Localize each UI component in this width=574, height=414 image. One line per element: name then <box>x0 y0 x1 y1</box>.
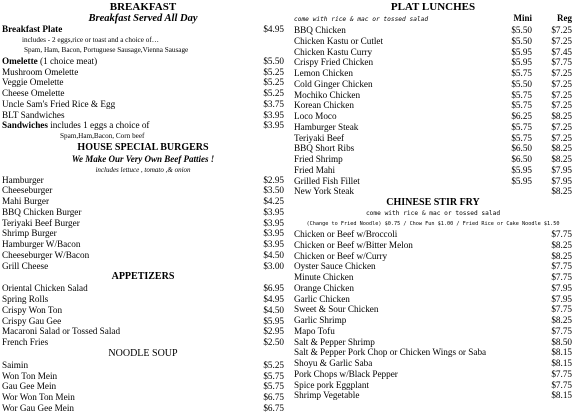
item-description: includes - 2 eggs,rice or toast and a choice of… <box>22 35 159 44</box>
item-reg: $7.25 <box>551 68 572 78</box>
item-reg: $7.25 <box>551 89 572 100</box>
menu-item <box>294 380 572 391</box>
item-name: Grill Cheese <box>2 260 49 271</box>
item-name: Loco Moco <box>294 111 337 121</box>
menu-item <box>294 154 572 165</box>
item-name: Breakfast Plate <box>2 24 63 34</box>
menu-item <box>2 77 284 88</box>
item-price: $2.50 <box>263 337 284 347</box>
menu-item <box>2 175 284 186</box>
item-price: $4.50 <box>263 249 284 260</box>
menu-item <box>2 360 284 371</box>
item-name: Veggie Omelette <box>2 77 64 88</box>
item-name: Oriental Chicken Salad <box>2 283 88 294</box>
item-name: Garlic Shrimp <box>294 315 347 325</box>
menu-item <box>294 294 572 305</box>
item-reg: $8.25 <box>551 186 572 197</box>
item-price: $6.95 <box>263 283 284 294</box>
item-name: Pork Chops w/Black Pepper <box>294 368 398 379</box>
menu-item <box>294 133 572 144</box>
menu-item <box>2 67 284 78</box>
menu-item <box>294 347 572 358</box>
menu-item <box>2 371 284 382</box>
breakfast-subtitle: Breakfast Served All Day <box>88 13 198 24</box>
item-price: $3.95 <box>263 217 284 228</box>
item-name: Spice pork Eggplant <box>294 379 370 390</box>
item-price: $7.75 <box>551 368 572 379</box>
item-price: $3.95 <box>263 239 284 249</box>
item-name: Orange Chicken <box>294 282 354 293</box>
stir-fry-list <box>294 229 572 401</box>
menu-item <box>294 229 572 240</box>
item-mini: $6.50 <box>511 143 532 154</box>
item-name: BBQ Short Ribs <box>294 143 355 154</box>
menu-item <box>294 272 572 283</box>
item-name: Fried Shrimp <box>294 154 343 164</box>
appetizers-list <box>2 283 284 348</box>
item-name: Sandwiches includes 1 eggs a choice of <box>2 120 150 131</box>
item-price: $7.75 <box>551 272 572 282</box>
item-name: Gau Gee Mein <box>2 381 57 392</box>
menu-item <box>294 122 572 133</box>
item-price: $5.25 <box>263 88 284 98</box>
item-name: Chicken or Beef w/Bitter Melon <box>294 239 413 250</box>
item-mini: $5.75 <box>511 132 532 143</box>
menu-item <box>2 381 284 392</box>
menu-item <box>2 239 284 250</box>
item-name: Uncle Sam's Fried Rice & Egg <box>2 98 116 109</box>
burgers-tagline: We Make Our Very Own Beef Patties ! <box>71 153 215 164</box>
menu-item <box>2 218 284 229</box>
menu-item <box>294 165 572 176</box>
menu-item <box>2 56 284 67</box>
item-name: Saimin <box>2 359 29 370</box>
item-name: Shoyu & Garlic Saba <box>294 358 373 368</box>
item-name: Crispy Fried Chicken <box>294 57 374 68</box>
item-name: Hamburger <box>2 174 44 185</box>
item-name: Korean Chicken <box>294 100 354 111</box>
item-name: Chicken Kastu or Cutlet <box>294 35 384 46</box>
menu-item <box>2 392 284 403</box>
stir-fry-change-note: (Change to Fried Noodle) $0.75 / Chow Fun $1.00 / Fried Rice or Cake Noodle $1.50 <box>306 221 560 227</box>
item-price: $3.00 <box>263 260 284 271</box>
menu-item <box>294 326 572 337</box>
menu-item <box>2 403 284 414</box>
menu-item <box>2 24 284 35</box>
menu-item <box>294 57 572 68</box>
item-reg: $7.25 <box>551 132 572 143</box>
item-mini: $5.95 <box>511 175 532 186</box>
item-name: Oyster Sauce Chicken <box>294 261 376 272</box>
menu-item <box>294 47 572 58</box>
menu-item <box>294 143 572 154</box>
item-reg: $8.25 <box>551 111 572 121</box>
item-name: Sweet & Sour Chicken <box>294 304 379 315</box>
item-price: $5.75 <box>263 381 284 392</box>
item-name: Mochiko Chicken <box>294 89 361 100</box>
plate-lunches-note: come with rice & mac or tossed salad <box>294 16 429 23</box>
item-name: Hamburger Steak <box>294 121 359 132</box>
menu-item <box>2 88 284 99</box>
menu-item <box>2 120 284 131</box>
item-name: Teriyaki Beef <box>294 132 345 143</box>
item-reg: $7.95 <box>551 164 572 175</box>
item-mini: $6.25 <box>511 111 532 121</box>
menu-item <box>294 186 572 197</box>
item-name: Grilled Fish Fillet <box>294 175 360 186</box>
item-name: Mushroom Omelette <box>2 66 79 77</box>
menu-item <box>294 369 572 380</box>
stir-fry-title: CHINESE STIR FRY <box>386 197 480 208</box>
item-price: $6.75 <box>263 392 284 402</box>
item-reg: $8.25 <box>551 154 572 164</box>
burgers-list <box>2 175 284 272</box>
item-name: Cold Ginger Chicken <box>294 78 373 89</box>
item-mini: $5.50 <box>511 78 532 89</box>
item-name: Omelette (1 choice meat) <box>2 55 98 66</box>
item-name: Fried Mahi <box>294 164 336 175</box>
item-name: BLT Sandwiches <box>2 109 65 120</box>
menu-item <box>294 261 572 272</box>
item-price: $5.25 <box>263 66 284 77</box>
item-price: $7.95 <box>551 293 572 304</box>
menu-item <box>294 337 572 348</box>
menu-item <box>294 315 572 326</box>
noodle-soup-title: NOODLE SOUP <box>108 347 178 359</box>
item-reg: $7.25 <box>551 35 572 46</box>
item-name: Cheeseburger <box>2 185 53 196</box>
item-name: Teriyaki Beef Burger <box>2 217 80 228</box>
mini-column-header: Mini <box>513 13 532 23</box>
item-name: Salt & Pepper Pork Chop or Chicken Wings or Saba <box>294 347 487 358</box>
item-name: Shrimp Burger <box>2 228 57 239</box>
item-price: $5.25 <box>263 77 284 88</box>
item-mini: $5.75 <box>511 89 532 100</box>
item-name: Wor Gau Gee Mein <box>2 402 74 413</box>
item-price: $2.95 <box>263 174 284 185</box>
item-name: Crispy Gau Gee <box>2 315 62 326</box>
menu-item <box>294 25 572 36</box>
item-price: $8.15 <box>551 347 572 358</box>
item-mini: $5.75 <box>511 100 532 111</box>
item-name: French Fries <box>2 337 49 347</box>
item-price: $4.95 <box>263 294 284 304</box>
menu-item <box>2 283 284 294</box>
item-name: Chicken or Beef w/Broccoli <box>294 229 398 239</box>
item-price: $5.95 <box>263 315 284 326</box>
menu-item <box>294 358 572 369</box>
menu-item <box>2 207 284 218</box>
item-name: Crispy Won Ton <box>2 304 63 315</box>
item-price: $7.75 <box>551 261 572 272</box>
breakfast-list <box>2 56 284 131</box>
menu-item <box>2 110 284 121</box>
item-mini: $5.95 <box>511 164 532 175</box>
item-price: $7.75 <box>551 304 572 315</box>
item-mini: $5.50 <box>511 35 532 46</box>
item-price: $4.50 <box>263 304 284 315</box>
item-name: Won Ton Mein <box>2 370 58 381</box>
menu-item <box>294 390 572 401</box>
menu-item <box>294 304 572 315</box>
item-name: Cheese Omelette <box>2 88 65 98</box>
item-price: $4.95 <box>263 24 284 34</box>
noodle-soup-list <box>2 360 284 414</box>
menu-item <box>2 228 284 239</box>
item-name: Hamburger W/Bacon <box>2 239 81 249</box>
item-price: $3.95 <box>263 206 284 217</box>
menu-item <box>2 99 284 110</box>
item-name: Mahi Burger <box>2 196 50 206</box>
item-price: $6.75 <box>263 402 284 413</box>
item-reg: $7.45 <box>551 46 572 57</box>
burgers-note: includes lettuce , tomato ,& onion <box>95 165 191 174</box>
item-name: Wor Won Ton Mein <box>2 392 75 402</box>
item-reg: $7.25 <box>551 100 572 111</box>
menu-item <box>2 326 284 337</box>
item-name: Minute Chicken <box>294 272 354 282</box>
menu-item <box>294 111 572 122</box>
item-name: Mapo Tofu <box>294 325 335 336</box>
item-price: $2.95 <box>263 326 284 337</box>
item-price: $3.50 <box>263 185 284 196</box>
plate-lunches-header <box>294 13 572 25</box>
item-name: Chicken Kastu Curry <box>294 46 373 57</box>
item-price: $8.25 <box>551 315 572 325</box>
item-mini: $5.75 <box>511 68 532 78</box>
menu-item <box>2 196 284 207</box>
item-price: $7.75 <box>551 379 572 390</box>
item-reg: $7.75 <box>551 57 572 68</box>
right-column <box>294 2 572 401</box>
item-mini: $6.50 <box>511 154 532 164</box>
item-mini: $5.95 <box>511 46 532 57</box>
item-price: $8.50 <box>551 336 572 347</box>
item-name: Spring Rolls <box>2 294 49 304</box>
item-price: $8.15 <box>551 358 572 368</box>
menu-item <box>294 79 572 90</box>
item-price: $7.75 <box>551 325 572 336</box>
item-name: Chicken or Beef w/Curry <box>294 250 388 261</box>
item-price: $8.25 <box>551 239 572 250</box>
menu-item <box>2 305 284 316</box>
item-description: Spam, Ham, Bacon, Portuguese Sausage,Vienna Sausage <box>24 46 189 55</box>
item-name: Cheeseburger W/Bacon <box>2 249 90 260</box>
menu-item <box>294 251 572 262</box>
item-name: Salt & Pepper Shrimp <box>294 336 375 347</box>
item-name: New York Steak <box>294 186 354 197</box>
menu-item <box>2 250 284 261</box>
menu-item <box>2 185 284 196</box>
menu-item <box>2 316 284 327</box>
menu-item <box>2 261 284 272</box>
item-reg: $7.25 <box>551 25 572 35</box>
item-reg: $7.25 <box>551 78 572 89</box>
menu-item <box>294 90 572 101</box>
menu-item <box>294 283 572 294</box>
reg-column-header: Reg <box>557 13 572 23</box>
stir-fry-note: come with rice & mac or tossed salad <box>365 210 501 217</box>
menu-item <box>294 100 572 111</box>
plate-lunches-title: PLAT LUNCHES <box>390 1 476 13</box>
menu-item <box>294 68 572 79</box>
menu-item <box>294 240 572 251</box>
item-price: $5.25 <box>263 359 284 370</box>
item-reg: $8.25 <box>551 143 572 154</box>
menu-item <box>294 176 572 187</box>
item-price: $7.95 <box>551 282 572 293</box>
menu-item <box>2 337 284 348</box>
item-name: BBQ Chicken <box>294 25 346 35</box>
item-name: BBQ Chicken Burger <box>2 206 82 217</box>
item-price: $8.25 <box>551 250 572 261</box>
item-description: Spam,Ham,Bacon, Corn beef <box>60 132 145 140</box>
item-mini: $5.95 <box>511 57 532 68</box>
item-price: $5.75 <box>263 370 284 381</box>
burgers-title: HOUSE SPECIAL BURGERS <box>77 141 209 153</box>
item-price: $8.15 <box>551 390 572 401</box>
item-mini: $5.75 <box>511 121 532 132</box>
menu-item <box>2 294 284 305</box>
item-name: Shrimp Vegetable <box>294 390 360 401</box>
item-name: Garlic Chicken <box>294 293 350 304</box>
item-name: Macaroni Salad or Tossed Salad <box>2 326 121 337</box>
item-price: $3.95 <box>263 109 284 120</box>
item-mini: $5.50 <box>511 25 532 35</box>
appetizers-title: APPETIZERS <box>111 271 175 283</box>
item-price: $7.75 <box>551 229 572 239</box>
item-name: Lemon Chicken <box>294 68 353 78</box>
item-price: $4.25 <box>263 196 284 206</box>
menu-item <box>294 36 572 47</box>
item-price: $5.50 <box>263 55 284 66</box>
item-price: $3.95 <box>263 120 284 131</box>
breakfast-title: BREAKFAST <box>109 1 177 13</box>
left-column <box>2 2 284 414</box>
item-reg: $7.25 <box>551 121 572 132</box>
item-price: $3.95 <box>263 228 284 239</box>
item-reg: $7.95 <box>551 175 572 186</box>
plate-lunches-list <box>294 25 572 197</box>
item-price: $3.75 <box>263 98 284 109</box>
